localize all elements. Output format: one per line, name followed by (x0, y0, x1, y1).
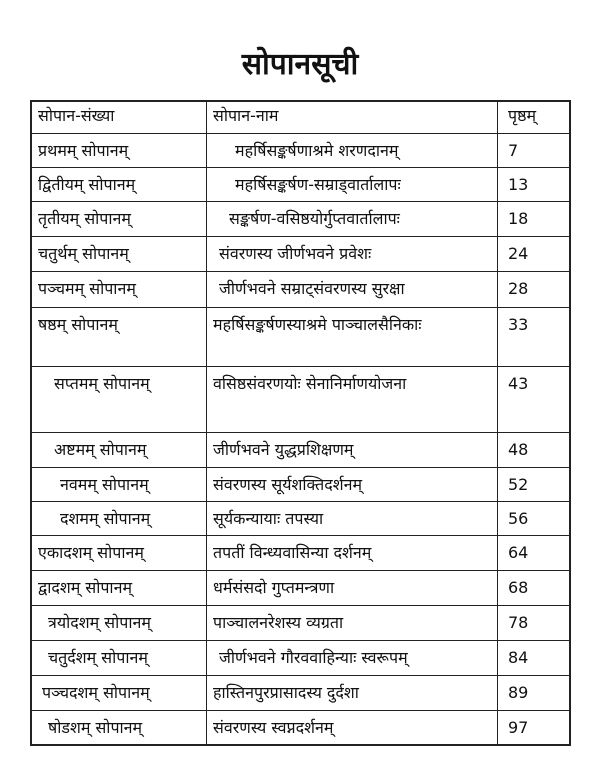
table-row (31, 432, 570, 467)
table-row (31, 640, 570, 675)
chapter-name: सङ्कर्षण-वसिष्ठयोर्गुप्तवार्तालापः (207, 201, 498, 236)
chapter-page: 52 (498, 467, 571, 501)
chapter-name: महर्षिसङ्कर्षण-सम्राड्वार्तालापः (207, 167, 498, 201)
chapter-number: दशमम् सोपानम् (31, 501, 207, 535)
chapter-page: 48 (498, 432, 571, 467)
chapter-name: महर्षिसङ्कर्षणाश्रमे शरणदानम् (207, 133, 498, 167)
table-row (31, 236, 570, 271)
chapter-number: अष्टमम् सोपानम् (31, 432, 207, 467)
table-header-row (31, 101, 570, 133)
chapter-page: 7 (498, 133, 571, 167)
chapter-name: जीर्णभवने सम्राट्संवरणस्य सुरक्षा (207, 271, 498, 307)
chapter-number: षष्ठम् सोपानम् (31, 307, 207, 366)
table-row (31, 675, 570, 710)
chapter-number: प्रथमम् सोपानम् (31, 133, 207, 167)
header-chapter-number: सोपान-संख्या (31, 101, 207, 133)
chapter-name: पाञ्चालनरेशस्य व्यग्रता (207, 605, 498, 640)
table-row (31, 307, 570, 366)
chapter-page: 68 (498, 570, 571, 605)
chapter-page: 33 (498, 307, 571, 366)
chapter-page: 24 (498, 236, 571, 271)
chapter-name: महर्षिसङ्कर्षणस्याश्रमे पाञ्चालसैनिकाः (207, 307, 498, 366)
chapter-number: एकादशम् सोपानम् (31, 535, 207, 570)
chapter-name: धर्मसंसदो गुप्तमन्त्रणा (207, 570, 498, 605)
table-row (31, 501, 570, 535)
table-row (31, 133, 570, 167)
chapter-number: त्रयोदशम् सोपानम् (31, 605, 207, 640)
chapter-page: 13 (498, 167, 571, 201)
chapter-page: 78 (498, 605, 571, 640)
chapter-name: संवरणस्य स्वप्नदर्शनम् (207, 710, 498, 745)
chapter-number: द्वादशम् सोपानम् (31, 570, 207, 605)
table-row (31, 201, 570, 236)
chapter-page: 89 (498, 675, 571, 710)
chapter-number: तृतीयम् सोपानम् (31, 201, 207, 236)
chapter-name: संवरणस्य जीर्णभवने प्रवेशः (207, 236, 498, 271)
chapter-page: 28 (498, 271, 571, 307)
header-page: पृष्ठम् (498, 101, 571, 133)
chapter-name: जीर्णभवने युद्धप्रशिक्षणम् (207, 432, 498, 467)
header-chapter-name: सोपान-नाम (207, 101, 498, 133)
chapter-page: 64 (498, 535, 571, 570)
chapter-name: तपतीं विन्ध्यवासिन्या दर्शनम् (207, 535, 498, 570)
chapter-number: पञ्चदशम् सोपानम् (31, 675, 207, 710)
chapter-number: चतुर्दशम् सोपानम् (31, 640, 207, 675)
chapter-name: वसिष्ठसंवरणयोः सेनानिर्माणयोजना (207, 366, 498, 432)
chapter-name: जीर्णभवने गौरववाहिन्याः स्वरूपम् (207, 640, 498, 675)
chapter-number: षोडशम् सोपानम् (31, 710, 207, 745)
chapter-number: चतुर्थम् सोपानम् (31, 236, 207, 271)
contents-table (30, 100, 571, 746)
chapter-page: 18 (498, 201, 571, 236)
table-row (31, 535, 570, 570)
page-title: सोपानसूची (241, 47, 359, 82)
table-row (31, 366, 570, 432)
chapter-number: नवमम् सोपानम् (31, 467, 207, 501)
table-row (31, 710, 570, 745)
chapter-name: हास्तिनपुरप्रासादस्य दुर्दशा (207, 675, 498, 710)
chapter-name: संवरणस्य सूर्यशक्तिदर्शनम् (207, 467, 498, 501)
table-row (31, 605, 570, 640)
table-row (31, 467, 570, 501)
table-row (31, 167, 570, 201)
chapter-number: द्वितीयम् सोपानम् (31, 167, 207, 201)
chapter-page: 84 (498, 640, 571, 675)
chapter-number: पञ्चमम् सोपानम् (31, 271, 207, 307)
chapter-page: 97 (498, 710, 571, 745)
chapter-name: सूर्यकन्यायाः तपस्या (207, 501, 498, 535)
chapter-number: सप्तमम् सोपानम् (31, 366, 207, 432)
chapter-page: 43 (498, 366, 571, 432)
table-row (31, 570, 570, 605)
table-row (31, 271, 570, 307)
chapter-page: 56 (498, 501, 571, 535)
